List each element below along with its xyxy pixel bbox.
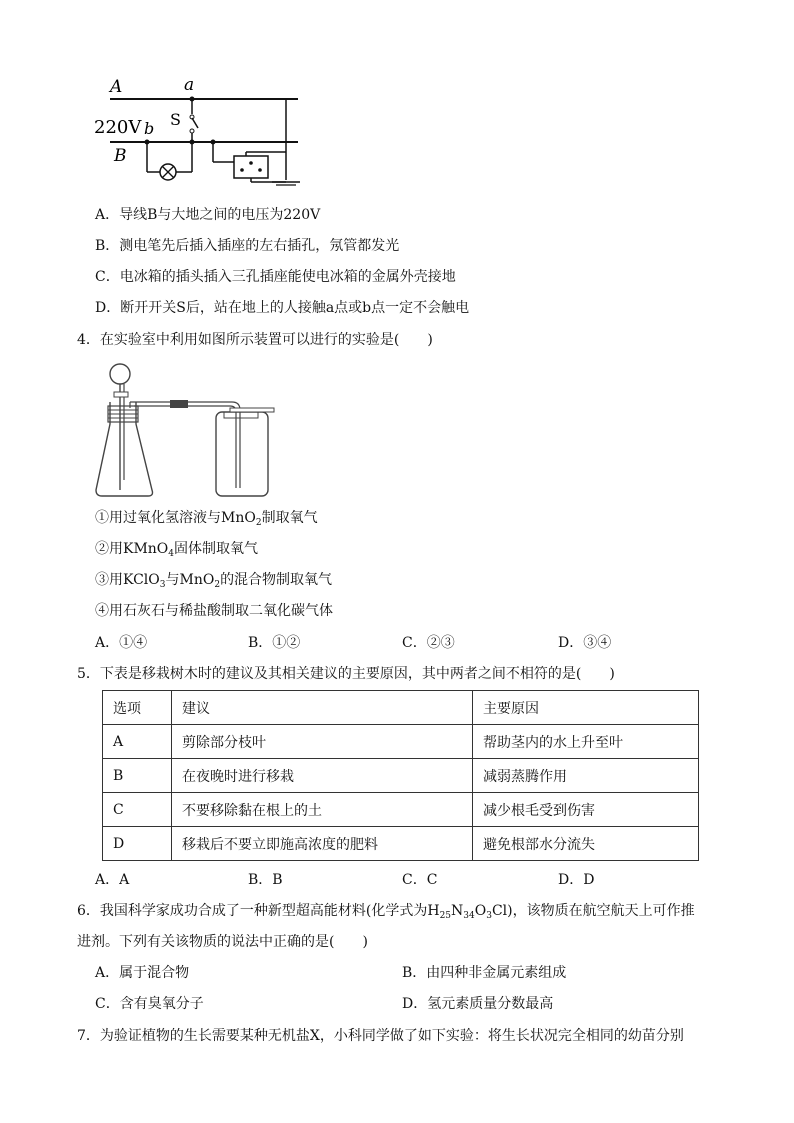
table-cell: A (103, 725, 172, 759)
table-header-cell: 主要原因 (473, 691, 699, 725)
label-S: S (170, 110, 181, 129)
table-cell: 避免根部水分流失 (473, 827, 699, 861)
q6-o: O (474, 903, 487, 919)
q5-table (102, 690, 699, 861)
q5-choice-d: D．D (558, 872, 595, 888)
lab-apparatus-diagram (92, 362, 282, 500)
q6-stem (77, 901, 695, 926)
q4-item-2-sub: 4 (168, 549, 175, 559)
q6-stem-line2: 进剂。下列有关该物质的说法中正确的是( ) (77, 934, 368, 950)
table-cell: D (103, 827, 172, 861)
q7-stem: 7．为验证植物的生长需要某种无机盐X，小科同学做了如下实验：将生长状况完全相同的幼苗分别 (77, 1028, 684, 1044)
q3-option-b: B．测电笔先后插入插座的左右插孔，氖管都发光 (95, 238, 400, 254)
circuit-diagram (88, 72, 318, 187)
q4-stem: 4．在实验室中利用如图所示装置可以进行的实验是( ) (77, 332, 433, 348)
table-header-row (103, 691, 699, 725)
q5-choice-b: B．B (248, 872, 283, 888)
label-220V: 220V (94, 117, 142, 138)
table-row (103, 793, 699, 827)
table-cell: B (103, 759, 172, 793)
table-row (103, 827, 699, 861)
table-header-cell: 选项 (103, 691, 172, 725)
q4-item-2-pre: ②用KMnO (95, 541, 169, 557)
q4-item-3-pre: ③用KClO (95, 572, 160, 588)
q4-item-1 (95, 508, 318, 533)
q5-choice-a: A．A (95, 872, 130, 888)
q4-item-3-post: 的混合物制取氧气 (220, 572, 333, 588)
q4-choice-a: A．①④ (95, 635, 148, 651)
q5-choice-c: C．C (402, 872, 438, 888)
q4-item-3-sub2: 2 (214, 580, 221, 590)
label-B: B (114, 146, 127, 166)
q4-item-3 (95, 570, 332, 595)
label-a: a (184, 75, 195, 95)
table-cell: 移栽后不要立即施高浓度的肥料 (172, 827, 473, 861)
q6-stem-pre: 6．我国科学家成功合成了一种新型超高能材料(化学式为H (77, 903, 440, 919)
q4-item-1-sub: 2 (255, 518, 262, 528)
q4-item-1-post: 制取氧气 (261, 510, 318, 526)
label-b: b (144, 119, 155, 138)
q6-choice-d: D．氢元素质量分数最高 (402, 996, 554, 1012)
table-cell: 帮助茎内的水上升至叶 (473, 725, 699, 759)
q6-stem-post: Cl)，该物质在航空航天上可作推 (491, 903, 695, 919)
table-header-cell: 建议 (172, 691, 473, 725)
q4-choice-b: B．①② (248, 635, 301, 651)
q3-option-a: A．导线B与大地之间的电压为220V (95, 207, 321, 223)
table-cell: 在夜晚时进行移栽 (172, 759, 473, 793)
q6-n: N (451, 903, 464, 919)
table-cell: 不要移除黏在根上的土 (172, 793, 473, 827)
q6-choice-b: B．由四种非金属元素组成 (402, 965, 567, 981)
table-row (103, 759, 699, 793)
q6-sub-h: 25 (439, 911, 452, 921)
table-row (103, 725, 699, 759)
q3-option-d: D．断开开关S后，站在地上的人接触a点或b点一定不会触电 (95, 300, 470, 316)
q4-item-4: ④用石灰石与稀盐酸制取二氧化碳气体 (95, 603, 333, 619)
q5-stem: 5．下表是移栽树木时的建议及其相关建议的主要原因，其中两者之间不相符的是( ) (77, 666, 615, 682)
q4-choice-c: C．②③ (402, 635, 455, 651)
q4-item-3-mid: 与MnO (165, 572, 215, 588)
q4-item-1-pre: ①用过氧化氢溶液与MnO (95, 510, 256, 526)
label-A: A (110, 77, 123, 97)
q4-item-2 (95, 539, 258, 564)
table-cell: 减少根毛受到伤害 (473, 793, 699, 827)
q6-sub-o: 3 (486, 911, 492, 921)
q3-option-c: C．电冰箱的插头插入三孔插座能使电冰箱的金属外壳接地 (95, 269, 456, 285)
q6-choice-a: A．属于混合物 (95, 965, 190, 981)
table-cell: C (103, 793, 172, 827)
q4-item-2-post: 固体制取氧气 (174, 541, 259, 557)
q4-choice-d: D．③④ (558, 635, 612, 651)
q4-item-3-sub: 3 (159, 580, 166, 590)
q6-sub-n: 34 (463, 911, 475, 921)
table-cell: 剪除部分枝叶 (172, 725, 473, 759)
table-cell: 减弱蒸腾作用 (473, 759, 699, 793)
q6-choice-c: C．含有臭氧分子 (95, 996, 204, 1012)
